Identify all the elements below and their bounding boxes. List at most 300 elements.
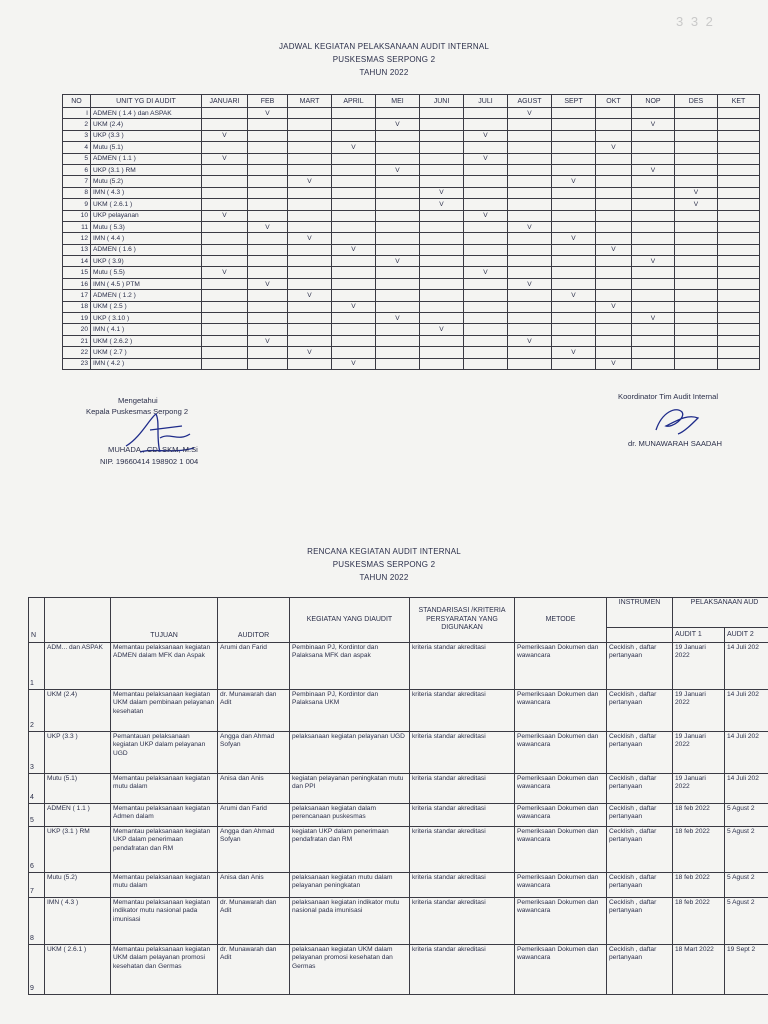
plan-cell-standar: kriteria standar akreditasi — [410, 827, 515, 873]
schedule-month-cell: V — [552, 233, 596, 244]
schedule-month-cell — [202, 244, 248, 255]
schedule-month-cell — [202, 324, 248, 335]
plan-cell-instrumen: Cecklish , daftar pertanyaan — [607, 827, 673, 873]
plan-cell-unit: Mutu (5.2) — [45, 873, 111, 898]
schedule-row — [63, 313, 760, 324]
schedule-row — [63, 267, 760, 278]
schedule-month-cell — [596, 130, 632, 141]
schedule-month-cell — [202, 164, 248, 175]
schedule-month-cell: V — [332, 358, 376, 369]
schedule-month-cell — [464, 324, 508, 335]
schedule-month-cell — [718, 199, 760, 210]
schedule-month-cell — [675, 244, 718, 255]
plan-cell-auditor: dr. Munawarah dan Adit — [218, 945, 290, 995]
schedule-month-cell — [420, 335, 464, 346]
plan-cell-instrumen: Cecklish , daftar pertanyaan — [607, 774, 673, 804]
schedule-month-cell — [332, 199, 376, 210]
plan-cell-kegiatan: pelaksanaan kegiatan mutu dalam pelayanan peningkatan — [290, 873, 410, 898]
schedule-month-cell — [675, 324, 718, 335]
schedule-row — [63, 278, 760, 289]
schedule-month-cell — [552, 130, 596, 141]
schedule-month-cell — [552, 335, 596, 346]
schedule-header-agust: AGUST — [508, 95, 552, 108]
schedule-row-unit: UKM ( 2.6.2 ) — [91, 335, 202, 346]
plan-cell-metode: Pemeriksaan Dokumen dan wawancara — [515, 732, 607, 774]
plan-cell-auditor: Anisa dan Anis — [218, 873, 290, 898]
schedule-month-cell — [718, 244, 760, 255]
schedule-row-no: 23 — [63, 358, 91, 369]
schedule-row-no: 4 — [63, 142, 91, 153]
schedule-header-mart: MART — [288, 95, 332, 108]
plan-header-tujuan: TUJUAN — [111, 598, 218, 643]
plan-row-no: 3 — [29, 732, 45, 774]
schedule-month-cell — [718, 290, 760, 301]
schedule-month-cell — [332, 221, 376, 232]
plan-cell-audit1: 18 feb 2022 — [673, 873, 725, 898]
schedule-header-des: DES — [675, 95, 718, 108]
schedule-month-cell — [248, 210, 288, 221]
signature-right-title: Koordinator Tim Audit Internal — [618, 392, 719, 401]
schedule-header-feb: FEB — [248, 95, 288, 108]
schedule-month-cell: V — [248, 108, 288, 119]
schedule-month-cell — [675, 176, 718, 187]
schedule-month-cell — [376, 290, 420, 301]
schedule-month-cell — [718, 108, 760, 119]
schedule-month-cell: V — [552, 347, 596, 358]
plan-cell-auditor: dr. Munawarah dan Adit — [218, 690, 290, 732]
schedule-month-cell — [248, 358, 288, 369]
schedule-month-cell — [508, 187, 552, 198]
schedule-header-unit-yg-di-audit: UNIT YG DI AUDIT — [91, 95, 202, 108]
schedule-month-cell — [248, 142, 288, 153]
audit-plan-table — [28, 597, 768, 995]
schedule-month-cell — [202, 108, 248, 119]
schedule-row — [63, 256, 760, 267]
schedule-header-ket: KET — [718, 95, 760, 108]
signature-right-name: dr. MUNAWARAH SAADAH — [628, 439, 722, 448]
schedule-row-unit: IMN ( 4.5 ) PTM — [91, 278, 202, 289]
schedule-month-cell — [718, 221, 760, 232]
plan-cell-auditor: Angga dan Ahmad Sofyan — [218, 732, 290, 774]
schedule-month-cell — [718, 301, 760, 312]
schedule-month-cell — [464, 108, 508, 119]
schedule-month-cell — [632, 108, 675, 119]
plan-cell-audit2: 19 Sept 2 — [725, 945, 768, 995]
schedule-month-cell — [288, 335, 332, 346]
plan-cell-standar: kriteria standar akreditasi — [410, 898, 515, 945]
plan-cell-audit2: 14 Juli 202 — [725, 732, 768, 774]
schedule-month-cell — [248, 256, 288, 267]
schedule-month-cell — [508, 119, 552, 130]
schedule-month-cell: V — [288, 233, 332, 244]
schedule-month-cell — [332, 233, 376, 244]
schedule-month-cell — [675, 335, 718, 346]
plan-header-instrumen-blank — [607, 628, 673, 643]
schedule-month-cell — [508, 244, 552, 255]
schedule-month-cell: V — [332, 244, 376, 255]
schedule-row-no: 9 — [63, 199, 91, 210]
schedule-month-cell — [596, 176, 632, 187]
schedule-header-april: APRIL — [332, 95, 376, 108]
schedule-month-cell — [288, 324, 332, 335]
schedule-month-cell — [508, 142, 552, 153]
schedule-month-cell: V — [632, 119, 675, 130]
plan-header-standar: STANDARISASI /KRITERIA PERSYARATAN YANG DIGUNAKAN — [410, 598, 515, 643]
schedule-month-cell — [552, 221, 596, 232]
schedule-month-cell: V — [508, 278, 552, 289]
schedule-month-cell — [376, 347, 420, 358]
plan-row — [29, 690, 768, 732]
plan-cell-audit2: 5 Agust 2 — [725, 804, 768, 827]
schedule-month-cell — [420, 267, 464, 278]
schedule-month-cell: V — [596, 301, 632, 312]
plan-cell-instrumen: Cecklish , daftar pertanyaan — [607, 873, 673, 898]
schedule-month-cell — [508, 267, 552, 278]
plan-cell-tujuan: Memantau pelaksanaan kegiatan ADMEN dalam MFK dan Aspak — [111, 643, 218, 690]
schedule-month-cell — [332, 290, 376, 301]
plan-cell-standar: kriteria standar akreditasi — [410, 732, 515, 774]
plan-cell-metode: Pemeriksaan Dokumen dan wawancara — [515, 690, 607, 732]
schedule-month-cell: V — [248, 278, 288, 289]
schedule-month-cell — [202, 119, 248, 130]
plan-row-no: 7 — [29, 873, 45, 898]
signature-left-caption: Mengetahui — [118, 396, 158, 405]
schedule-row-unit: Mutu ( 5.5) — [91, 267, 202, 278]
plan-header-audit-2: AUDIT 2 — [725, 628, 768, 643]
plan-cell-kegiatan: kegiatan UKP dalam penerimaan pendafratan dan RM — [290, 827, 410, 873]
schedule-month-cell — [248, 176, 288, 187]
schedule-month-cell — [675, 119, 718, 130]
schedule-month-cell — [718, 256, 760, 267]
schedule-month-cell — [420, 119, 464, 130]
schedule-month-cell: V — [632, 164, 675, 175]
plan-cell-kegiatan: kegiatan pelayanan peningkatan mutu dan PPI — [290, 774, 410, 804]
schedule-month-cell — [675, 221, 718, 232]
schedule-month-cell — [632, 210, 675, 221]
schedule-month-cell — [376, 142, 420, 153]
schedule-row-unit: Mutu ( 5.3) — [91, 221, 202, 232]
plan-cell-audit2: 14 Juli 202 — [725, 690, 768, 732]
schedule-month-cell — [718, 176, 760, 187]
plan-cell-instrumen: Cecklish , daftar pertanyaan — [607, 732, 673, 774]
plan-row — [29, 945, 768, 995]
schedule-row-no: 5 — [63, 153, 91, 164]
plan-row — [29, 732, 768, 774]
schedule-row-no: 17 — [63, 290, 91, 301]
schedule-month-cell — [420, 256, 464, 267]
schedule-month-cell — [596, 187, 632, 198]
schedule-row-unit: UKM ( 2.5 ) — [91, 301, 202, 312]
plan-cell-unit: IMN ( 4.3 ) — [45, 898, 111, 945]
plan-row — [29, 898, 768, 945]
plan-cell-auditor: Anisa dan Anis — [218, 774, 290, 804]
plan-title-line-3: TAHUN 2022 — [359, 573, 409, 582]
schedule-row — [63, 233, 760, 244]
schedule-month-cell — [420, 358, 464, 369]
plan-cell-standar: kriteria standar akreditasi — [410, 945, 515, 995]
plan-cell-tujuan: Memantau pelaksanaan kegiatan indikator mutu nasional pada imunisasi — [111, 898, 218, 945]
plan-header-audit-1: AUDIT 1 — [673, 628, 725, 643]
schedule-month-cell: V — [376, 313, 420, 324]
schedule-month-cell — [420, 153, 464, 164]
schedule-month-cell — [508, 256, 552, 267]
schedule-month-cell — [596, 313, 632, 324]
plan-cell-instrumen: Cecklish , daftar pertanyaan — [607, 945, 673, 995]
schedule-month-cell: V — [332, 142, 376, 153]
schedule-month-cell: V — [420, 199, 464, 210]
plan-header-metode: METODE — [515, 598, 607, 643]
plan-row-no: 1 — [29, 643, 45, 690]
schedule-month-cell — [596, 199, 632, 210]
plan-row-no: 5 — [29, 804, 45, 827]
schedule-row-unit: UKP (3.3 ) — [91, 130, 202, 141]
schedule-month-cell — [332, 187, 376, 198]
schedule-month-cell: V — [248, 335, 288, 346]
plan-cell-unit: ADMEN ( 1.1 ) — [45, 804, 111, 827]
plan-cell-standar: kriteria standar akreditasi — [410, 873, 515, 898]
plan-cell-kegiatan: Pembinaan PJ, Kordintor dan Palaksana UKM — [290, 690, 410, 732]
schedule-month-cell — [464, 221, 508, 232]
schedule-month-cell — [248, 324, 288, 335]
schedule-row — [63, 176, 760, 187]
plan-row — [29, 827, 768, 873]
schedule-month-cell — [464, 335, 508, 346]
schedule-header-no: NO — [63, 95, 91, 108]
schedule-month-cell — [675, 358, 718, 369]
schedule-month-cell — [596, 256, 632, 267]
schedule-row-unit: UKM (2.4) — [91, 119, 202, 130]
schedule-month-cell: V — [596, 358, 632, 369]
schedule-month-cell — [718, 313, 760, 324]
plan-cell-audit1: 18 feb 2022 — [673, 804, 725, 827]
schedule-month-cell — [376, 176, 420, 187]
schedule-row-no: 12 — [63, 233, 91, 244]
schedule-month-cell — [675, 142, 718, 153]
schedule-title-line-1: JADWAL KEGIATAN PELAKSANAAN AUDIT INTERNAL — [278, 42, 490, 51]
schedule-month-cell — [202, 347, 248, 358]
schedule-month-cell — [632, 221, 675, 232]
schedule-month-cell — [596, 119, 632, 130]
signature-right-image — [648, 402, 708, 438]
plan-cell-kegiatan: pelaksanaan kegiatan pelayanan UGD — [290, 732, 410, 774]
schedule-month-cell — [552, 256, 596, 267]
plan-cell-audit2: 5 Agust 2 — [725, 898, 768, 945]
schedule-month-cell — [202, 233, 248, 244]
schedule-month-cell: V — [202, 130, 248, 141]
schedule-month-cell — [632, 142, 675, 153]
schedule-month-cell — [596, 278, 632, 289]
schedule-month-cell — [552, 301, 596, 312]
plan-row-no: 9 — [29, 945, 45, 995]
schedule-month-cell — [202, 301, 248, 312]
schedule-month-cell — [718, 119, 760, 130]
schedule-month-cell — [508, 301, 552, 312]
schedule-month-cell — [632, 267, 675, 278]
schedule-month-cell — [718, 187, 760, 198]
schedule-month-cell — [552, 153, 596, 164]
schedule-row — [63, 301, 760, 312]
plan-row-no: 8 — [29, 898, 45, 945]
plan-cell-auditor: Arumi dan Farid — [218, 804, 290, 827]
schedule-month-cell — [675, 278, 718, 289]
schedule-month-cell — [464, 164, 508, 175]
schedule-month-cell — [718, 267, 760, 278]
schedule-row — [63, 153, 760, 164]
schedule-month-cell — [202, 335, 248, 346]
plan-cell-metode: Pemeriksaan Dokumen dan wawancara — [515, 898, 607, 945]
schedule-row-unit: UKP pelayanan — [91, 210, 202, 221]
schedule-month-cell — [202, 199, 248, 210]
schedule-month-cell — [248, 313, 288, 324]
plan-cell-tujuan: Memantau pelaksanaan kegiatan UKM dalam pelayanan promosi kesehatan dan Germas — [111, 945, 218, 995]
schedule-month-cell — [508, 153, 552, 164]
schedule-month-cell — [552, 142, 596, 153]
schedule-month-cell — [464, 199, 508, 210]
schedule-month-cell: V — [376, 119, 420, 130]
schedule-month-cell — [376, 221, 420, 232]
schedule-month-cell — [675, 301, 718, 312]
schedule-row — [63, 244, 760, 255]
schedule-row-unit: UKP (3.1 ) RM — [91, 164, 202, 175]
schedule-month-cell — [632, 130, 675, 141]
schedule-month-cell: V — [508, 335, 552, 346]
schedule-month-cell — [718, 358, 760, 369]
schedule-row — [63, 187, 760, 198]
schedule-month-cell — [675, 267, 718, 278]
schedule-month-cell — [420, 108, 464, 119]
schedule-month-cell: V — [464, 210, 508, 221]
schedule-row-unit: IMN ( 4.4 ) — [91, 233, 202, 244]
plan-cell-tujuan: Memantau pelaksanaan kegiatan mutu dalam — [111, 774, 218, 804]
schedule-month-cell — [632, 176, 675, 187]
schedule-row-no: 3 — [63, 130, 91, 141]
schedule-month-cell — [464, 187, 508, 198]
schedule-month-cell — [332, 313, 376, 324]
schedule-month-cell — [632, 358, 675, 369]
schedule-row — [63, 119, 760, 130]
schedule-month-cell — [718, 324, 760, 335]
plan-cell-audit2: 5 Agust 2 — [725, 873, 768, 898]
schedule-month-cell: V — [508, 108, 552, 119]
plan-cell-unit: Mutu (5.1) — [45, 774, 111, 804]
plan-cell-kegiatan: Pembinaan PJ, Kordintor dan Palaksana MFK dan aspak — [290, 643, 410, 690]
plan-cell-metode: Pemeriksaan Dokumen dan wawancara — [515, 774, 607, 804]
schedule-month-cell — [376, 301, 420, 312]
plan-cell-tujuan: Memantau pelaksanaan kegiatan Admen dalam — [111, 804, 218, 827]
schedule-month-cell — [248, 187, 288, 198]
schedule-month-cell — [718, 335, 760, 346]
schedule-month-cell — [420, 347, 464, 358]
schedule-month-cell — [675, 130, 718, 141]
plan-cell-metode: Pemeriksaan Dokumen dan wawancara — [515, 945, 607, 995]
schedule-month-cell — [552, 278, 596, 289]
schedule-row-no: 10 — [63, 210, 91, 221]
schedule-month-cell — [288, 278, 332, 289]
schedule-row-no: 6 — [63, 164, 91, 175]
schedule-month-cell — [202, 256, 248, 267]
schedule-month-cell: V — [248, 221, 288, 232]
schedule-month-cell — [675, 347, 718, 358]
schedule-month-cell: V — [376, 256, 420, 267]
plan-cell-instrumen: Cecklish , daftar pertanyaan — [607, 898, 673, 945]
schedule-month-cell — [552, 119, 596, 130]
schedule-month-cell — [552, 108, 596, 119]
schedule-row — [63, 347, 760, 358]
schedule-month-cell — [718, 164, 760, 175]
plan-cell-tujuan: Memantau pelaksanaan kegiatan UKP dalam penerimaan pendafratan dan RM — [111, 827, 218, 873]
schedule-month-cell — [596, 290, 632, 301]
plan-cell-unit: ADM... dan ASPAK — [45, 643, 111, 690]
schedule-month-cell — [718, 233, 760, 244]
schedule-row-no: I — [63, 108, 91, 119]
schedule-month-cell — [552, 244, 596, 255]
schedule-month-cell — [332, 210, 376, 221]
schedule-month-cell — [632, 153, 675, 164]
schedule-month-cell — [248, 164, 288, 175]
schedule-month-cell — [288, 187, 332, 198]
plan-cell-standar: kriteria standar akreditasi — [410, 643, 515, 690]
plan-cell-unit: UKP (3.3 ) — [45, 732, 111, 774]
schedule-month-cell — [332, 347, 376, 358]
schedule-month-cell — [376, 153, 420, 164]
schedule-row-unit: Mutu (5.2) — [91, 176, 202, 187]
plan-row-no: 4 — [29, 774, 45, 804]
plan-cell-instrumen: Cecklish , daftar pertanyaan — [607, 690, 673, 732]
schedule-month-cell — [675, 210, 718, 221]
schedule-header-juni: JUNI — [420, 95, 464, 108]
schedule-row-no: 16 — [63, 278, 91, 289]
schedule-month-cell — [288, 142, 332, 153]
schedule-month-cell — [288, 130, 332, 141]
schedule-month-cell: V — [464, 267, 508, 278]
schedule-row-unit: ADMEN ( 1.6 ) — [91, 244, 202, 255]
schedule-month-cell — [376, 130, 420, 141]
schedule-month-cell — [332, 176, 376, 187]
schedule-month-cell — [332, 267, 376, 278]
schedule-month-cell — [332, 164, 376, 175]
schedule-month-cell — [464, 347, 508, 358]
schedule-row-no: 22 — [63, 347, 91, 358]
schedule-row — [63, 108, 760, 119]
plan-cell-standar: kriteria standar akreditasi — [410, 690, 515, 732]
schedule-month-cell — [632, 301, 675, 312]
schedule-month-cell — [420, 290, 464, 301]
plan-cell-standar: kriteria standar akreditasi — [410, 804, 515, 827]
schedule-month-cell — [332, 256, 376, 267]
schedule-month-cell — [202, 221, 248, 232]
plan-header-kegiatan: KEGIATAN YANG DIAUDIT — [290, 598, 410, 643]
schedule-month-cell — [420, 244, 464, 255]
schedule-month-cell — [508, 233, 552, 244]
schedule-month-cell — [596, 210, 632, 221]
schedule-month-cell — [508, 130, 552, 141]
plan-cell-audit1: 19 Januari 2022 — [673, 690, 725, 732]
schedule-header-row — [63, 95, 760, 108]
schedule-month-cell — [596, 324, 632, 335]
schedule-month-cell — [464, 290, 508, 301]
schedule-month-cell — [632, 324, 675, 335]
schedule-month-cell — [632, 187, 675, 198]
schedule-month-cell — [552, 313, 596, 324]
schedule-month-cell: V — [202, 210, 248, 221]
schedule-month-cell — [288, 313, 332, 324]
schedule-month-cell — [464, 244, 508, 255]
schedule-month-cell — [552, 324, 596, 335]
schedule-month-cell — [464, 176, 508, 187]
schedule-row-no: 14 — [63, 256, 91, 267]
plan-cell-audit1: 18 Mart 2022 — [673, 945, 725, 995]
schedule-row-no: 21 — [63, 335, 91, 346]
